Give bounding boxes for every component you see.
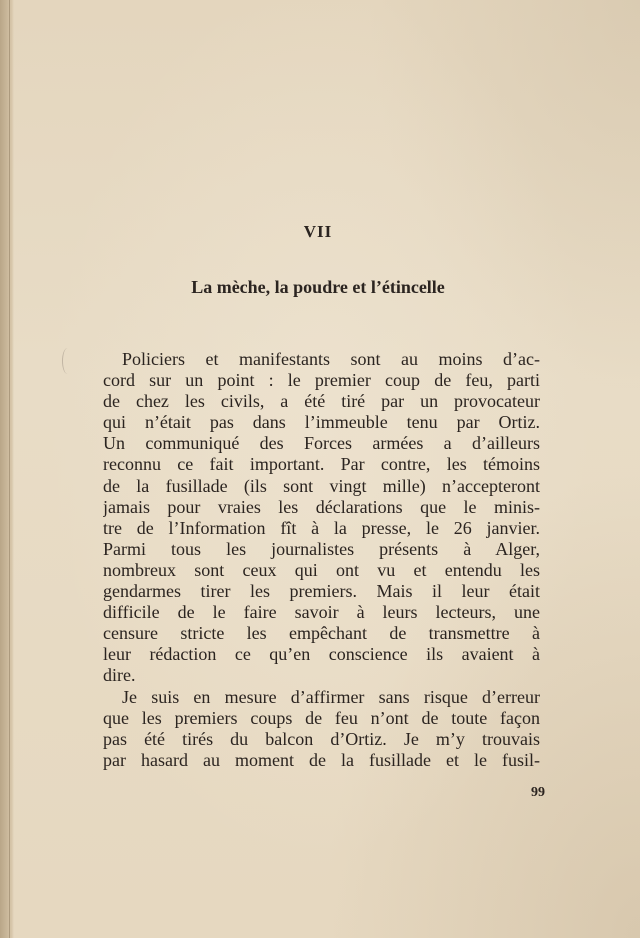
text-line: censure stricte les empêchant de transmettre à	[103, 623, 540, 644]
page-number: 99	[531, 785, 545, 800]
binding-edge	[0, 0, 14, 938]
text-line: Policiers et manifestants sont au moins d’ac-	[122, 349, 540, 369]
text-line: que les premiers coups de feu n’ont de toute façon	[103, 707, 540, 728]
text-line: difficile de le faire savoir à leurs lecteurs, une	[103, 602, 540, 623]
text-line: cord sur un point : le premier coup de feu, parti	[103, 370, 540, 391]
text-line: Parmi tous les journalistes présents à Alger,	[103, 538, 540, 559]
text-line: nombreux sont ceux qui ont vu et entendu les	[103, 559, 540, 580]
pencil-mark	[62, 348, 73, 374]
binding-fold-line	[9, 0, 10, 938]
text-line: leur rédaction ce qu’en conscience ils avaient à	[103, 644, 540, 665]
text-line: reconnu ce fait important. Par contre, les témoins	[103, 454, 540, 475]
text-line: par hasard au moment de la fusillade et le fusil-	[103, 749, 540, 770]
body-text	[103, 349, 540, 771]
chapter-title: La mèche, la poudre et l’étincelle	[191, 277, 445, 297]
chapter-number: VII	[303, 222, 333, 241]
text-line: de chez les civils, a été tiré par un provocateur	[103, 391, 540, 412]
text-line: Un communiqué des Forces armées a d’ailleurs	[103, 433, 540, 454]
text-line: gendarmes tirer les premiers. Mais il leur était	[103, 581, 540, 602]
text-line: qui n’était pas dans l’immeuble tenu par Ortiz.	[103, 412, 540, 433]
text-line: tre de l’Information fît à la presse, le 26 janvier.	[103, 517, 540, 538]
text-line: Je suis en mesure d’affirmer sans risque d’erreur	[122, 686, 540, 707]
text-line: dire.	[103, 665, 136, 686]
text-line: pas été tirés du balcon d’Ortiz. Je m’y trouvais	[103, 728, 540, 749]
text-line: de la fusillade (ils sont vingt mille) n’accepteront	[103, 475, 540, 496]
text-line: jamais pour vraies les déclarations que le minis-	[103, 496, 540, 517]
